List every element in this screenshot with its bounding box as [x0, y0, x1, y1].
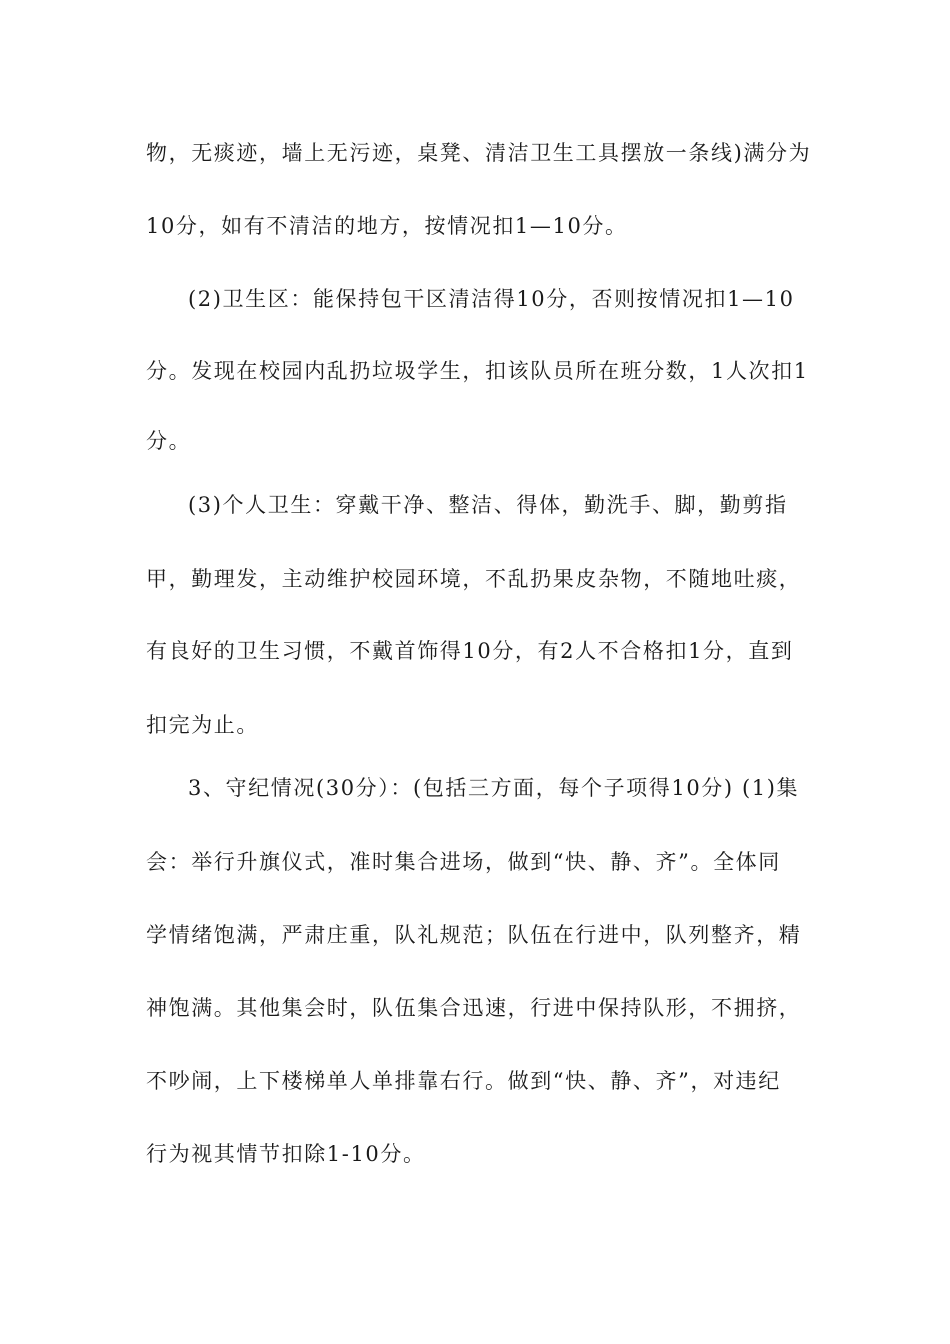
- text-line-4: 分。发现在校园内乱扔垃圾学生，扣该队员所在班分数，1人次扣1: [146, 359, 809, 383]
- text-line-14: 不吵闹，上下楼梯单人单排靠右行。做到“快、静、齐”，对违纪: [146, 1069, 781, 1093]
- text-line-11: 会：举行升旗仪式，准时集合进场，做到“快、静、齐”。全体同: [146, 850, 781, 874]
- text-line-2: 10分，如有不清洁的地方，按情况扣1—10分。: [146, 214, 628, 238]
- text-line-3: (2)卫生区：能保持包干区清洁得10分，否则按情况扣1—10: [188, 287, 795, 311]
- text-line-9: 扣完为止。: [146, 713, 259, 737]
- text-line-1: 物，无痰迹，墙上无污迹，桌凳、清洁卫生工具摆放一条线)满分为: [146, 141, 812, 165]
- text-line-5: 分。: [146, 429, 192, 453]
- text-line-15: 行为视其情节扣除1-10分。: [146, 1142, 426, 1166]
- text-line-10: 3、守纪情况(30分）：(包括三方面，每个子项得10分) (1)集: [188, 776, 800, 800]
- text-line-6: (3)个人卫生：穿戴干净、整洁、得体，勤洗手、脚，勤剪指: [188, 493, 788, 517]
- text-line-12: 学情绪饱满，严肃庄重，队礼规范；队伍在行进中，队列整齐，精: [146, 923, 802, 947]
- text-line-13: 神饱满。其他集会时，队伍集合迅速，行进中保持队形，不拥挤，: [146, 996, 802, 1020]
- text-line-7: 甲，勤理发，主动维护校园环境，不乱扔果皮杂物，不随地吐痰，: [146, 567, 802, 591]
- text-line-8: 有良好的卫生习惯，不戴首饰得10分，有2人不合格扣1分，直到: [146, 639, 794, 663]
